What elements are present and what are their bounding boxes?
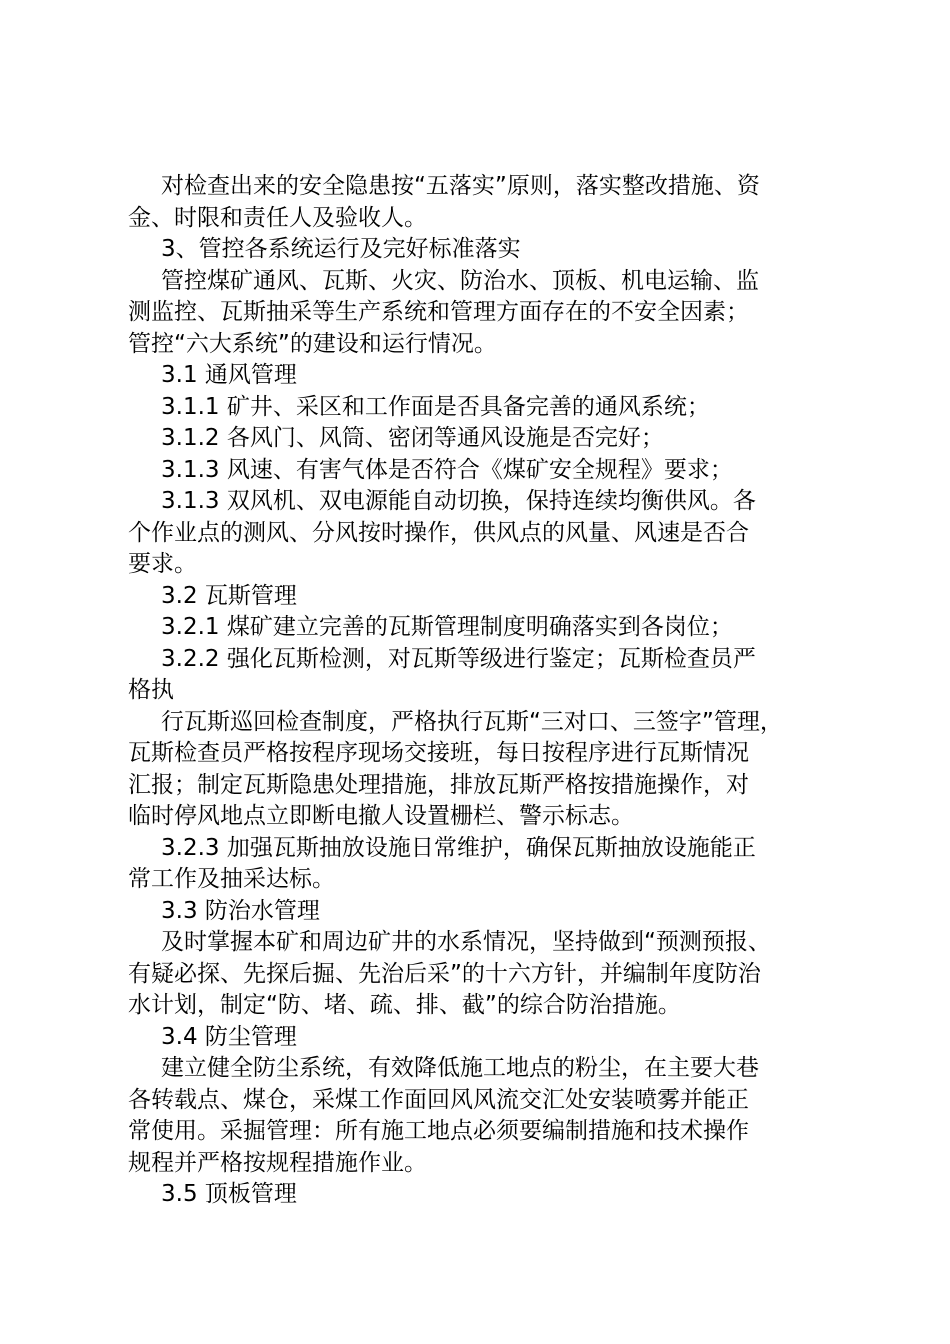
text-line: 3.2.3 加强瓦斯抽放设施日常维护，确保瓦斯抽放设施能正 [161, 834, 756, 861]
text-line: 对检查出来的安全隐患按“五落实”原则，落实整改措施、资 [161, 173, 760, 199]
text-line: 水计划，制定“防、堵、疏、排、截”的综合防治措施。 [128, 992, 681, 1018]
text-line: 临时停风地点立即断电撤人设置栅栏、警示标志。 [128, 803, 634, 829]
section-heading: 3.2 瓦斯管理 [161, 582, 297, 609]
text-line: 汇报；制定瓦斯隐患处理措施，排放瓦斯严格按措施操作，对 [128, 771, 749, 798]
text-line: 有疑必探、先探后掘、先治后采”的十六方针，并编制年度防治 [128, 960, 761, 987]
text-line: 常工作及抽采达标。 [128, 866, 335, 892]
section-heading: 3、管控各系统运行及完好标准落实 [161, 236, 521, 262]
text-line: 瓦斯检查员严格按程序现场交接班，每日按程序进行瓦斯情况 [128, 740, 749, 766]
text-line: 管控煤矿通风、瓦斯、火灾、防治水、顶板、机电运输、监 [161, 267, 759, 294]
text-line: 3.2.1 煤矿建立完善的瓦斯管理制度明确落实到各岗位； [161, 614, 733, 640]
text-line: 管控“六大系统”的建设和运行情况。 [128, 330, 497, 357]
text-line: 3.1.2 各风门、风筒、密闭等通风设施是否完好； [161, 425, 664, 451]
text-line: 测监控、瓦斯抽采等生产系统和管理方面存在的不安全因素； [128, 299, 749, 325]
text-line: 规程并严格按规程措施作业。 [128, 1149, 427, 1176]
section-heading: 3.3 防治水管理 [161, 897, 320, 924]
text-line: 各转载点、煤仓，采煤工作面回风风流交汇处安装喷雾并能正 [128, 1086, 749, 1113]
text-line: 3.1.3 风速、有害气体是否符合《煤矿安全规程》要求； [161, 456, 733, 483]
text-line: 常使用。采掘管理：所有施工地点必须要编制措施和技术操作 [128, 1118, 749, 1144]
text-line: 行瓦斯巡回检查制度，严格执行瓦斯“三对口、三签字”管理， [161, 708, 783, 735]
section-heading: 3.4 防尘管理 [161, 1023, 297, 1050]
section-heading: 3.5 顶板管理 [161, 1181, 297, 1207]
text-line: 金、时限和责任人及验收人。 [128, 204, 427, 231]
text-line: 要求。 [128, 551, 197, 577]
text-line: 个作业点的测风、分风按时操作，供风点的风量、风速是否合 [128, 519, 749, 546]
text-line: 及时掌握本矿和周边矿井的水系情况，坚持做到“预测预报、 [161, 929, 771, 955]
text-line: 格执 [128, 677, 174, 703]
text-line: 3.2.2 强化瓦斯检测，对瓦斯等级进行鉴定；瓦斯检查员严 [161, 645, 756, 672]
text-line: 3.1.1 矿井、采区和工作面是否具备完善的通风系统； [161, 393, 710, 420]
document-page [128, 171, 828, 1211]
text-line: 建立健全防尘系统，有效降低施工地点的粉尘，在主要大巷 [161, 1055, 759, 1081]
text-line: 3.1.3 双风机、双电源能自动切换，保持连续均衡供风。各 [161, 488, 756, 514]
section-heading: 3.1 通风管理 [161, 362, 297, 388]
